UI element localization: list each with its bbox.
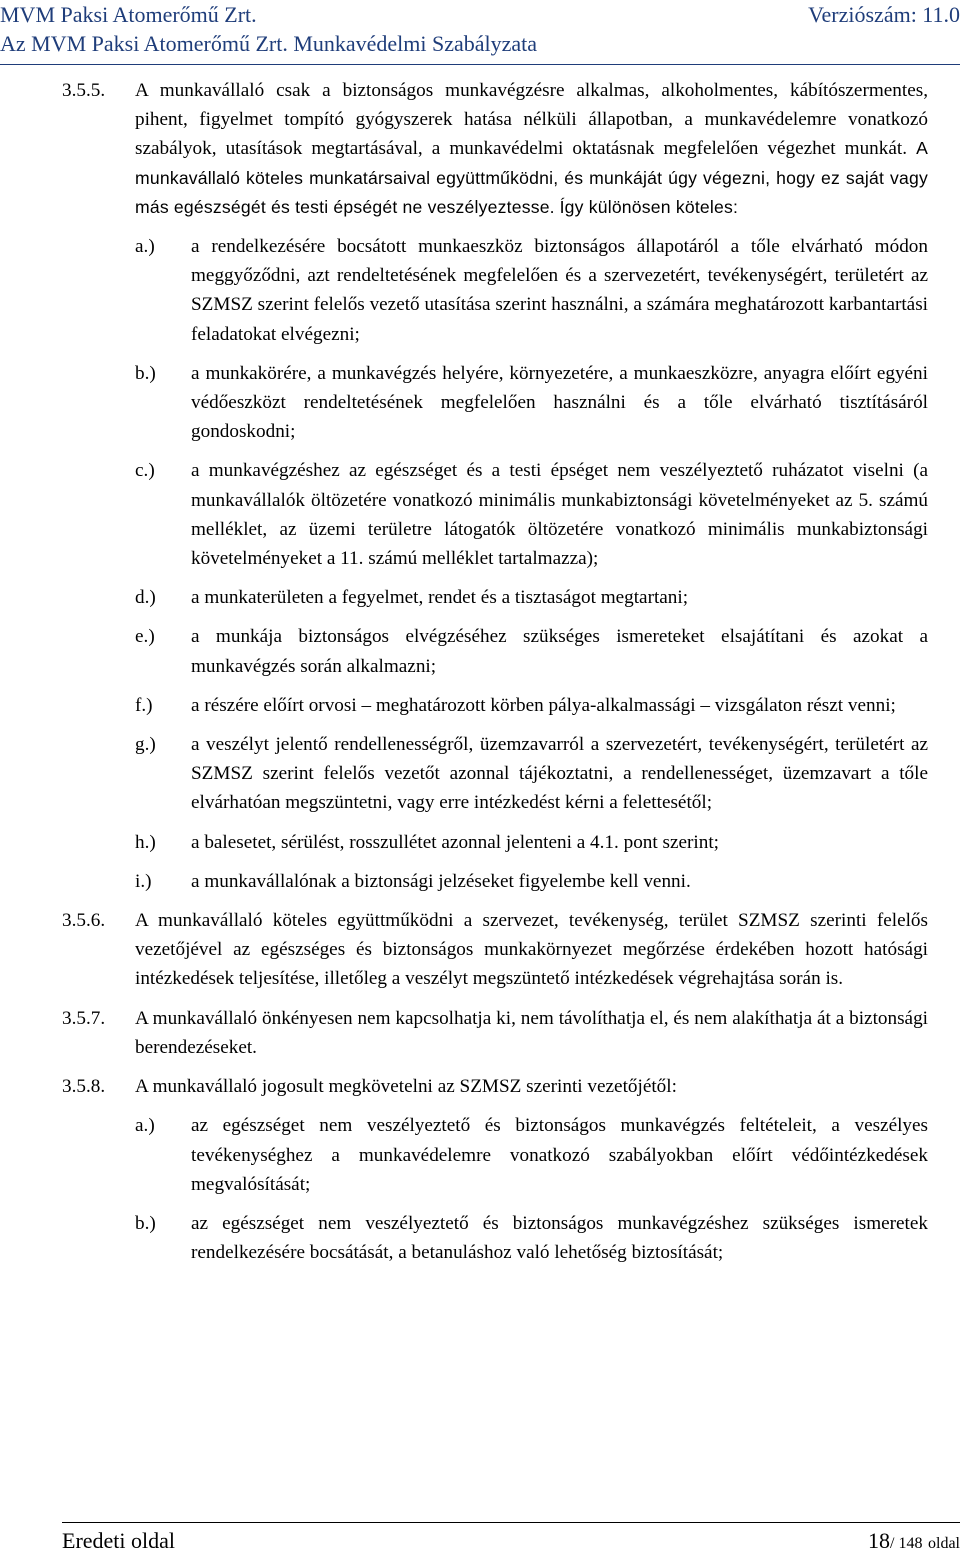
list-item-label: a.) <box>135 1115 155 1137</box>
section-3-5-6 <box>62 906 928 994</box>
section-3-5-7 <box>62 1004 928 1062</box>
section-3-5-8 <box>62 1072 928 1101</box>
list-item <box>135 456 928 573</box>
list-item <box>135 828 928 857</box>
paragraph-text: Így különösen köteles: <box>559 196 739 217</box>
list-item <box>135 232 928 349</box>
paragraph-text: A munkavállaló köteles együttműködni a szervezet, tevékenység, terület SZMSZ szerinti felelős vezetőjével az egészséges és biztonságos munkakörnyezet megőrzése érdekében hozott hatósági intézkedések teljesítése, illetőleg a veszélyt megszüntető intézkedések végrehajtása során is. <box>135 910 928 990</box>
list-item-label: c.) <box>135 460 155 482</box>
section-number: 3.5.8. <box>62 1076 106 1098</box>
list-item <box>135 1111 928 1199</box>
list-item-label: i.) <box>135 870 152 892</box>
list-item-label: b.) <box>135 1212 156 1234</box>
list-item-label: a.) <box>135 236 155 258</box>
list-item <box>135 1209 928 1267</box>
list-item-text: a veszélyt jelentő rendellenességről, üzemzavarról a szervezetért, tevékenységért, területért az SZMSZ szerint felelős vezetőt azonnal tájékoztatni, a rendellenességet, üzemzavart a tőle elvárhatóan megszüntetni, vagy erre intézkedést kérni a felettesétől; <box>191 734 928 814</box>
list-item-text: az egészséget nem veszélyeztető és biztonságos munkavégzés feltételeit, a veszélyes tevékenységhez a munkavédelemre vonatkozó szabályokban előírt védőintézkedések megvalósítását; <box>191 1115 928 1195</box>
header-company: MVM Paksi Atomerőmű Zrt. <box>0 2 257 27</box>
list-item-text: a részére előírt orvosi – meghatározott körben pálya-alkalmassági – vizsgálaton részt venni; <box>191 694 896 716</box>
section-number: 3.5.5. <box>62 80 106 101</box>
obligation-list <box>135 232 928 896</box>
header-document-title: Az MVM Paksi Atomerőmű Zrt. Munkavédelmi Szabályzata <box>0 31 538 56</box>
document-body <box>62 76 928 1277</box>
section-number: 3.5.7. <box>62 1007 106 1029</box>
list-item <box>135 867 928 896</box>
rights-list <box>135 1111 928 1267</box>
list-item-text: az egészséget nem veszélyeztető és biztonságos munkavégzéshez szükséges ismeretek rendelkezésére bocsátását, a betanuláshoz való lehetőség biztosítását; <box>191 1212 928 1264</box>
list-item-text: a munkaterületen a fegyelmet, rendet és a tisztaságot megtartani; <box>191 587 689 609</box>
header-version: Verziószám: 11.0 <box>808 2 960 27</box>
page-number <box>868 1528 960 1554</box>
list-item-text: a munkavállalónak a biztonsági jelzéseket figyelembe kell venni. <box>191 870 691 892</box>
current-page: 18 <box>868 1528 891 1553</box>
list-item <box>135 730 928 818</box>
list-item <box>135 622 928 680</box>
section-number: 3.5.6. <box>62 910 106 932</box>
paragraph-text: A munkavállaló jogosult megkövetelni az SZMSZ szerinti vezetőjétől: <box>135 1076 677 1098</box>
total-pages: / 148 <box>890 1535 923 1552</box>
list-item-text: a balesetet, sérülést, rosszullétet azonnal jelenteni a 4.1. pont szerint; <box>191 831 720 853</box>
list-item-label: b.) <box>135 362 156 384</box>
paragraph-text: A munkavállaló csak a biztonságos munkavégzésre alkalmas, alkoholmentes, kábítószermentes, pihent, figyelmet tompító gyógyszerek hatása nélküli állapotban, a munkavédelemre vonatkozó szabályok, utasítások megtartásával, a munkavédelmi oktatásnak megfelelően végezhet munkát. <box>135 80 928 160</box>
list-item-label: g.) <box>135 734 156 756</box>
footer-original-page: Eredeti oldal <box>62 1528 176 1553</box>
page-suffix: oldal <box>928 1535 960 1552</box>
list-item <box>135 691 928 720</box>
list-item-text: a munkakörére, a munkavégzés helyére, környezetére, a munkaeszközre, anyagra előírt egyéni védőeszközt rendeltetésének megfelelően használni és a tőle elvárható tisztításáról gondoskodni; <box>191 362 928 443</box>
list-item <box>135 359 928 447</box>
section-3-5-5 <box>62 76 928 222</box>
list-item-label: f.) <box>135 694 153 716</box>
list-item-label: h.) <box>135 831 156 853</box>
footer-rule <box>62 1522 960 1523</box>
list-item-label: d.) <box>135 587 156 609</box>
list-item-text: a munkavégzéshez az egészséget és a testi épséget nem veszélyeztető ruházatot viselni (a munkavállalók öltözetére vonatkozó minimális munkabiztonsági követelményeket az 5. számú melléklet, az üzemi területre látogatók öltözetére vonatkozó minimális munkabiztonsági követelményeket a 11. számú melléklet tartalmazza); <box>191 460 928 570</box>
paragraph-text: A munkavállaló köteles munkatársaival együttműködni, és munkáját úgy végezni, hogy ez saját vagy más egészségét és testi épségét ne veszélyeztesse. <box>135 138 928 217</box>
page-footer <box>62 1528 960 1554</box>
list-item <box>135 583 928 612</box>
list-item-text: a rendelkezésére bocsátott munkaeszköz biztonságos állapotáról a tőle elvárható módon meggyőződni, azt rendeltetésének megfelelően és a szervezetért, tevékenységért, területért az SZMSZ szerint felelős vezető utasítása szerint használni, a számára meghatározott karbantartási feladatokat elvégezni; <box>191 236 928 345</box>
list-item-label: e.) <box>135 626 155 648</box>
list-item-text: a munkája biztonságos elvégzéséhez szükséges ismereteket elsajátítani és azokat a munkavégzés során alkalmazni; <box>191 626 928 677</box>
paragraph-text: A munkavállaló önkényesen nem kapcsolhatja ki, nem távolíthatja el, és nem alakíthatja át a biztonsági berendezéseket. <box>135 1007 928 1058</box>
header-rule <box>0 64 960 65</box>
